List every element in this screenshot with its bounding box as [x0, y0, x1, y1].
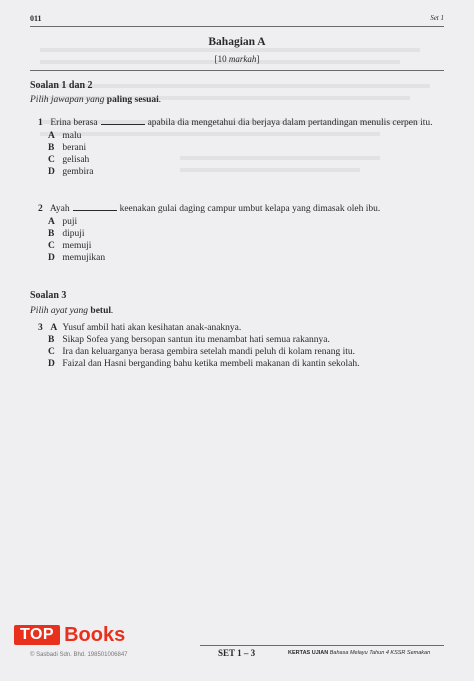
- q3-option-b: B Sikap Sofea yang bersopan santun itu menambat hati semua rakannya.: [48, 335, 330, 345]
- q3-option-d: D Faizal dan Hasni berganding bahu ketika membeli makanan di kantin sekolah.: [48, 359, 360, 369]
- copyright-text: © Sasbadi Sdn. Bhd. 198501006847: [30, 652, 128, 658]
- footer-paper-title: KERTAS UJIAN Bahasa Melayu Tahun 4 KSSR Semakan: [288, 650, 431, 656]
- paper-code: 011: [30, 14, 42, 23]
- q2-option-d: D memujikan: [48, 253, 106, 263]
- question-2: 2 Ayah keenakan gulai daging campur umbut kelapa yang dimasak oleh ibu.: [38, 204, 381, 214]
- q3-instruction: Pilih ayat yang betul.: [30, 306, 114, 316]
- q1-2-heading: Soalan 1 dan 2: [30, 80, 93, 91]
- answer-blank: [101, 118, 145, 125]
- q1-2-instruction: Pilih jawapan yang paling sesuai.: [30, 95, 162, 105]
- footer-set-page: SET 1 – 3: [218, 648, 256, 658]
- section-marks: [10 markah]: [214, 54, 260, 64]
- section-title: Bahagian A: [208, 36, 266, 48]
- q1-option-a: A malu: [48, 131, 82, 141]
- q3-heading: Soalan 3: [30, 290, 67, 301]
- q2-option-a: A puji: [48, 217, 78, 227]
- q2-option-c: C memuji: [48, 241, 92, 251]
- question-1: 1 Erina berasa apabila dia mengetahui dia berjaya dalam pertandingan menulis cerpen itu.: [38, 118, 433, 128]
- q1-option-c: C gelisah: [48, 155, 90, 165]
- question-3-option-a: 3 A Yusuf ambil hati akan kesihatan anak-anaknya.: [38, 323, 242, 333]
- q1-option-d: D gembira: [48, 167, 94, 177]
- topbooks-logo: TOP Books: [14, 624, 125, 647]
- header-rule: [30, 26, 444, 27]
- q3-option-c: C Ira dan keluarganya berasa gembira setelah mandi peluh di kolam renang itu.: [48, 347, 356, 357]
- q2-option-b: B dipuji: [48, 229, 85, 239]
- q1-option-b: B berani: [48, 143, 87, 153]
- section-rule: [30, 70, 444, 71]
- answer-blank: [73, 204, 117, 211]
- footer-rule: [200, 645, 444, 646]
- set-label-header: Set 1: [430, 14, 444, 22]
